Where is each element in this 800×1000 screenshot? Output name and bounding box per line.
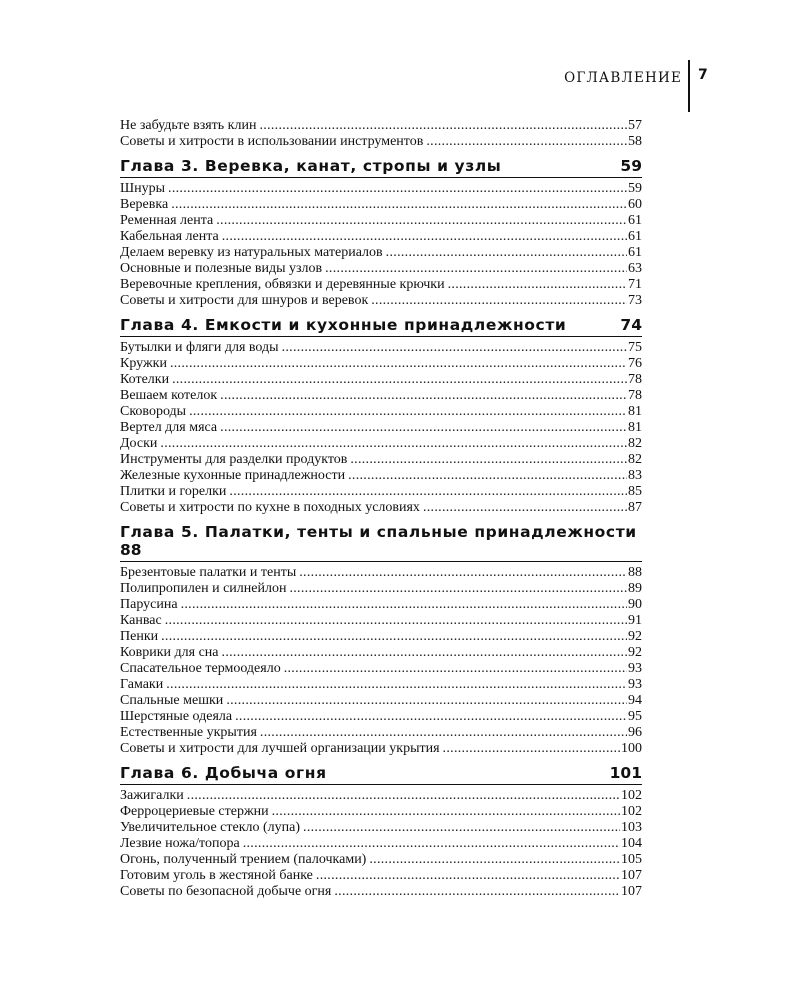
toc-entry[interactable] [120, 484, 642, 500]
toc-entry-title: Бутылки и фляги для воды [120, 340, 279, 355]
toc-entry-page: 61 [628, 229, 642, 244]
toc-entry[interactable] [120, 245, 642, 261]
toc-entry-title: Шерстяные одеяла [120, 709, 233, 724]
dot-leader [222, 229, 627, 245]
toc-entry-title: Плитки и горелки [120, 484, 227, 499]
toc-entry-title: Котелки [120, 372, 170, 387]
dot-leader [216, 213, 627, 229]
dot-leader [325, 261, 627, 277]
dot-leader [289, 581, 627, 597]
chapter-title: Глава 4. Емкости и кухонные принадлежности [120, 316, 567, 334]
toc-entry[interactable] [120, 468, 642, 484]
dot-leader [166, 677, 627, 693]
dot-leader [448, 277, 627, 293]
toc-entry[interactable] [120, 261, 642, 277]
dot-leader [284, 661, 627, 677]
toc-entry[interactable] [120, 277, 642, 293]
chapter-heading[interactable] [120, 518, 642, 562]
table-of-contents [120, 118, 642, 900]
chapter-page: 74 [620, 316, 642, 334]
toc-entry-page: 92 [628, 645, 642, 660]
toc-entry-page: 94 [628, 693, 642, 708]
toc-entry-page: 75 [628, 340, 642, 355]
chapter-title: Глава 6. Добыча огня [120, 764, 327, 782]
toc-entry-title: Инструменты для разделки продуктов [120, 452, 348, 467]
toc-entry[interactable] [120, 500, 642, 516]
toc-entry-page: 102 [621, 804, 642, 819]
toc-entry-page: 93 [628, 677, 642, 692]
chapter-title: Глава 3. Веревка, канат, стропы и узлы [120, 157, 502, 175]
toc-entry-title: Основные и полезные виды узлов [120, 261, 323, 276]
toc-entry[interactable] [120, 629, 642, 645]
toc-entry-page: 59 [628, 181, 642, 196]
toc-entry-title: Спасательное термоодеяло [120, 661, 281, 676]
toc-entry-title: Не забудьте взять клин [120, 118, 257, 133]
toc-entry[interactable] [120, 725, 642, 741]
toc-entry-page: 61 [628, 245, 642, 260]
toc-entry-title: Кабельная лента [120, 229, 219, 244]
toc-entry-title: Огонь, полученный трением (палочками) [120, 852, 367, 867]
toc-entry-title: Кружки [120, 356, 167, 371]
toc-entry-page: 87 [628, 500, 642, 515]
dot-leader [259, 118, 627, 134]
chapter-title: Глава 5. Палатки, тенты и спальные принадлежности [120, 523, 637, 541]
dot-leader [334, 884, 620, 900]
toc-entry-title: Парусина [120, 597, 178, 612]
toc-entry-title: Ременная лента [120, 213, 214, 228]
toc-entry-page: 92 [628, 629, 642, 644]
dot-leader [348, 468, 627, 484]
dot-leader [272, 804, 620, 820]
toc-entry[interactable] [120, 213, 642, 229]
dot-leader [386, 245, 627, 261]
toc-entry[interactable] [120, 388, 642, 404]
toc-entry[interactable] [120, 118, 642, 134]
toc-entry-page: 63 [628, 261, 642, 276]
dot-leader [423, 500, 627, 516]
toc-entry-page: 76 [628, 356, 642, 371]
toc-entry[interactable] [120, 340, 642, 356]
toc-entry-page: 81 [628, 404, 642, 419]
toc-entry-page: 107 [621, 868, 642, 883]
toc-entry-page: 85 [628, 484, 642, 499]
toc-entry-page: 105 [621, 852, 642, 867]
dot-leader [371, 293, 627, 309]
dot-leader [260, 725, 627, 741]
chapter-heading[interactable] [120, 759, 642, 785]
chapter-heading[interactable] [120, 311, 642, 337]
toc-entry-page: 90 [628, 597, 642, 612]
toc-entry[interactable] [120, 709, 642, 725]
toc-entry-page: 95 [628, 709, 642, 724]
chapter-heading[interactable] [120, 152, 642, 178]
toc-entry-page: 107 [621, 884, 642, 899]
toc-entry-title: Спальные мешки [120, 693, 224, 708]
toc-entry-title: Лезвие ножа/топора [120, 836, 240, 851]
toc-entry[interactable] [120, 452, 642, 468]
toc-entry[interactable] [120, 868, 642, 884]
toc-entry-title: Делаем веревку из натуральных материалов [120, 245, 383, 260]
toc-entry-page: 78 [628, 388, 642, 403]
dot-leader [350, 452, 627, 468]
toc-entry-page: 57 [628, 118, 642, 133]
dot-leader [229, 484, 627, 500]
toc-entry-title: Веревочные крепления, обвязки и деревянные крючки [120, 277, 445, 292]
dot-leader [170, 356, 627, 372]
dot-leader [316, 868, 620, 884]
toc-entry[interactable] [120, 134, 642, 150]
chapter-page: 101 [609, 764, 642, 782]
toc-entry[interactable] [120, 581, 642, 597]
toc-entry-page: 83 [628, 468, 642, 483]
dot-leader [220, 420, 627, 436]
toc-entry-title: Веревка [120, 197, 169, 212]
dot-leader [282, 340, 627, 356]
toc-entry[interactable] [120, 884, 642, 900]
dot-leader [181, 597, 627, 613]
dot-leader [243, 836, 620, 852]
toc-entry[interactable] [120, 181, 642, 197]
toc-entry[interactable] [120, 436, 642, 452]
toc-entry-title: Советы по безопасной добыче огня [120, 884, 332, 899]
toc-entry[interactable] [120, 597, 642, 613]
toc-entry[interactable] [120, 565, 642, 581]
toc-entry-page: 58 [628, 134, 642, 149]
toc-entry-page: 103 [621, 820, 642, 835]
dot-leader [426, 134, 627, 150]
toc-entry[interactable] [120, 293, 642, 309]
dot-leader [443, 741, 620, 757]
toc-entry[interactable] [120, 804, 642, 820]
toc-entry-title: Увеличительное стекло (лупа) [120, 820, 301, 835]
toc-entry[interactable] [120, 741, 642, 757]
dot-leader [165, 613, 627, 629]
dot-leader [299, 565, 627, 581]
toc-entry[interactable] [120, 356, 642, 372]
toc-entry-title: Советы и хитрости для лучшей организации укрытия [120, 741, 440, 756]
dot-leader [172, 372, 627, 388]
dot-leader [235, 709, 627, 725]
toc-entry-title: Канвас [120, 613, 162, 628]
dot-leader [168, 181, 627, 197]
dot-leader [222, 645, 627, 661]
toc-entry-page: 73 [628, 293, 642, 308]
running-header-title: ОГЛАВЛЕНИЕ [564, 70, 682, 86]
toc-entry[interactable] [120, 693, 642, 709]
chapter-page: 88 [120, 541, 142, 559]
toc-entry[interactable] [120, 372, 642, 388]
dot-leader [160, 436, 627, 452]
toc-entry-title: Вешаем котелок [120, 388, 218, 403]
toc-entry[interactable] [120, 661, 642, 677]
toc-entry-title: Доски [120, 436, 158, 451]
toc-entry-page: 88 [628, 565, 642, 580]
toc-entry[interactable] [120, 820, 642, 836]
header-divider [688, 60, 690, 112]
toc-entry-title: Шнуры [120, 181, 166, 196]
toc-entry-page: 61 [628, 213, 642, 228]
toc-entry-title: Гамаки [120, 677, 164, 692]
toc-entry[interactable] [120, 836, 642, 852]
toc-entry[interactable] [120, 420, 642, 436]
toc-entry-title: Советы и хитрости для шнуров и веревок [120, 293, 369, 308]
toc-entry-page: 100 [621, 741, 642, 756]
toc-entry-page: 78 [628, 372, 642, 387]
toc-entry[interactable] [120, 229, 642, 245]
toc-entry-title: Сковороды [120, 404, 187, 419]
toc-entry-title: Коврики для сна [120, 645, 219, 660]
toc-entry-title: Брезентовые палатки и тенты [120, 565, 297, 580]
toc-entry-page: 71 [628, 277, 642, 292]
toc-entry[interactable] [120, 613, 642, 629]
toc-entry-page: 93 [628, 661, 642, 676]
dot-leader [303, 820, 620, 836]
dot-leader [161, 629, 627, 645]
toc-entry-title: Зажигалки [120, 788, 184, 803]
toc-entry-title: Вертел для мяса [120, 420, 218, 435]
toc-entry[interactable] [120, 645, 642, 661]
toc-entry-title: Готовим уголь в жестяной банке [120, 868, 313, 883]
dot-leader [189, 404, 627, 420]
toc-entry-page: 60 [628, 197, 642, 212]
dot-leader [220, 388, 627, 404]
toc-entry-page: 82 [628, 452, 642, 467]
toc-entry-page: 81 [628, 420, 642, 435]
page-number: 7 [698, 67, 708, 83]
dot-leader [226, 693, 627, 709]
chapter-page: 59 [620, 157, 642, 175]
dot-leader [369, 852, 620, 868]
toc-entry-page: 82 [628, 436, 642, 451]
toc-entry[interactable] [120, 852, 642, 868]
toc-entry-title: Естественные укрытия [120, 725, 257, 740]
toc-entry[interactable] [120, 197, 642, 213]
toc-entry[interactable] [120, 788, 642, 804]
toc-entry-title: Ферроцериевые стержни [120, 804, 269, 819]
toc-entry-page: 102 [621, 788, 642, 803]
dot-leader [187, 788, 620, 804]
toc-entry-page: 91 [628, 613, 642, 628]
toc-entry-title: Советы и хитрости в использовании инструментов [120, 134, 424, 149]
toc-entry-title: Пенки [120, 629, 159, 644]
toc-entry-title: Полипропилен и силнейлон [120, 581, 287, 596]
toc-entry-title: Железные кухонные принадлежности [120, 468, 346, 483]
toc-entry-page: 104 [621, 836, 642, 851]
toc-entry-title: Советы и хитрости по кухне в походных условиях [120, 500, 420, 515]
toc-entry-page: 89 [628, 581, 642, 596]
toc-entry[interactable] [120, 677, 642, 693]
dot-leader [171, 197, 627, 213]
toc-entry-page: 96 [628, 725, 642, 740]
toc-entry[interactable] [120, 404, 642, 420]
